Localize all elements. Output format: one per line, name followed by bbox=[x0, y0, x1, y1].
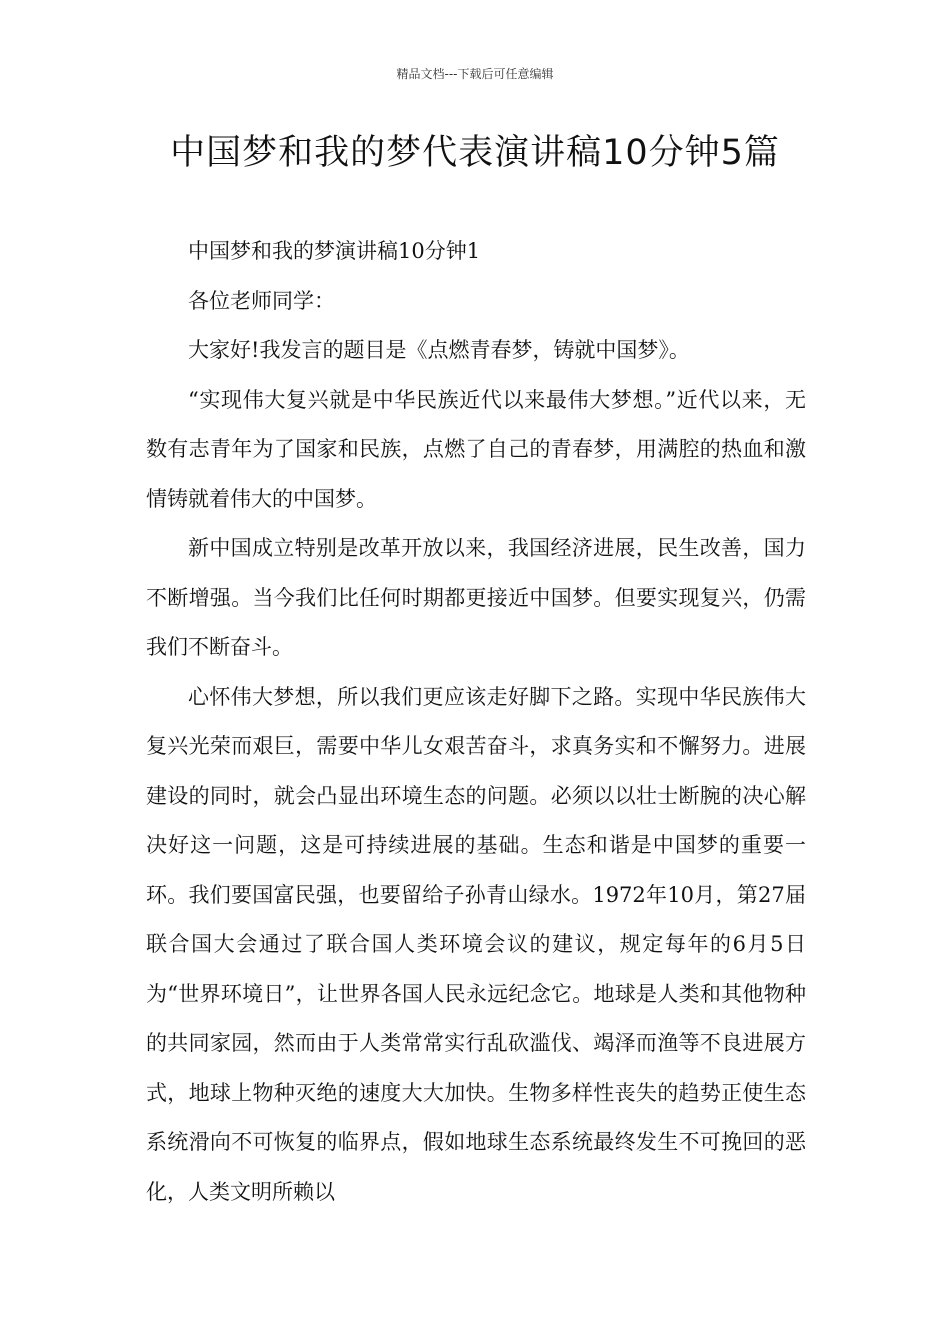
paragraph-intro: 大家好!我发言的题目是《点燃青春梦，铸就中国梦》。 bbox=[188, 338, 690, 362]
document-body bbox=[146, 227, 806, 1217]
paragraph-body: “实现伟大复兴就是中华民族近代以来最伟大梦想。”近代以来，无数有志青年为了国家和民族，点燃了自己的青春梦，用满腔的热血和激情铸就着伟大的中国梦。 bbox=[146, 387, 806, 511]
paragraph-body: 新中国成立特别是改革开放以来，我国经济进展，民生改善，国力不断增强。当今我们比任何时期都更接近中国梦。但要实现复兴，仍需我们不断奋斗。 bbox=[146, 536, 806, 659]
page-header: 精品文档---下载后可任意编辑 bbox=[396, 67, 554, 81]
document-title: 中国梦和我的梦代表演讲稿10分钟5篇 bbox=[170, 133, 780, 173]
paragraph-subtitle: 中国梦和我的梦演讲稿10分钟1 bbox=[188, 239, 481, 263]
paragraph-salutation: 各位老师同学： bbox=[188, 288, 335, 313]
paragraph-body: 心怀伟大梦想，所以我们更应该走好脚下之路。实现中华民族伟大复兴光荣而艰巨，需要中华儿女艰苦奋斗，求真务实和不懈努力。进展建设的同时，就会凸显出环境生态的问题。必须以以壮士断腕的决心解决好这一问题，这是可持续进展的基础。生态和谐是中国梦的重要一环。我们要国富民强，也要留给子孙青山绿水。1972年10月，第27届联合国大会通过了联合国人类环境会议的建议，规定每年的6月5日为“世界环境日”，让世界各国人民永远纪念它。地球是人类和其他物种的共同家园，然而由于人类常常实行乱砍滥伐、竭泽而渔等不良进展方式，地球上物种灭绝的速度大大加快。生物多样性丧失的趋势正使生态系统滑向不可恢复的临界点，假如地球生态系统最终发生不可挽回的恶化，人类文明所赖以 bbox=[146, 684, 806, 1204]
